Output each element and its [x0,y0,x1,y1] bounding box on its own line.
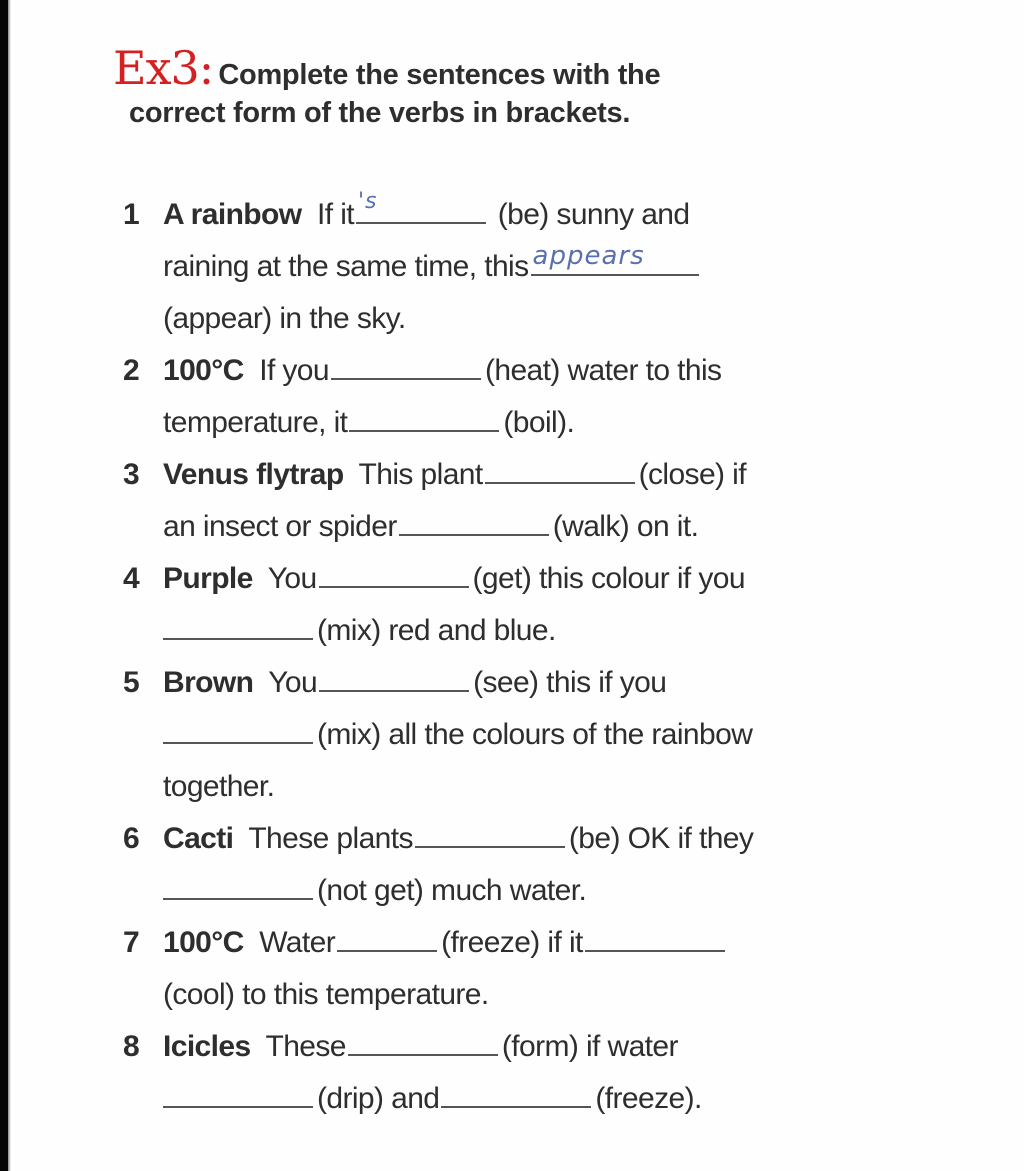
item-topic: 100°C [163,354,244,387]
answer-blank-3b[interactable] [399,508,549,536]
sentence-text: These [265,1030,346,1063]
answer-blank-2a[interactable] [331,352,481,380]
item-topic: Cacti [163,822,234,855]
item-2-line-2 [163,403,574,443]
photo-left-border [0,0,8,1171]
handwritten-answer: appears [532,241,645,271]
item-topic: Venus flytrap [163,458,344,491]
item-number: 5 [123,666,140,699]
sentence-text: (cool) to this temperature. [163,978,489,1011]
item-1-line-3 [163,299,406,339]
sentence-text: temperature, it [163,406,348,439]
sentence-text: (not get) much water. [317,874,587,907]
item-number: 2 [123,354,140,387]
item-number: 8 [123,1030,140,1063]
sentence-text: (walk) on it. [552,510,699,543]
item-6-line-2 [163,871,586,911]
sentence-text: raining at the same time, this [163,250,529,283]
item-4-line-1 [123,559,745,599]
exercise-header [113,41,873,129]
sentence-text: If it [316,198,354,231]
answer-blank-7b[interactable] [585,924,725,952]
sentence-text: (freeze). [595,1082,702,1115]
item-number: 7 [123,926,140,959]
item-topic: 100°C [163,926,244,959]
item-number: 4 [123,562,140,595]
sentence-text: an insect or spider [163,510,397,543]
handwritten-answer: 's [358,189,378,214]
worksheet-page [11,0,1024,1171]
answer-blank-4a[interactable] [319,560,469,588]
item-1-line-2 [163,241,703,287]
item-3-line-2 [163,507,698,547]
answer-blank-4b[interactable] [163,612,313,640]
sentence-text: (boil). [503,406,575,439]
sentence-text: (freeze) if it [441,926,583,959]
sentence-text: You [267,562,317,595]
item-number: 1 [123,198,140,231]
item-2-line-1 [123,351,721,391]
sentence-text: (close) if [638,458,746,491]
item-8-line-2 [163,1079,702,1119]
item-5-line-1 [123,663,666,703]
sentence-text: together. [163,770,275,803]
exercise-label: Ex3: [113,41,214,95]
sentence-text: (see) this if you [473,666,667,699]
answer-blank-6b[interactable] [163,872,313,900]
answer-blank-5b[interactable] [163,716,313,744]
item-topic: A rainbow [163,198,302,231]
sentence-text: (mix) red and blue. [317,614,556,647]
sentence-text: (appear) in the sky. [163,302,406,335]
sentence-text: (drip) and [317,1082,440,1115]
item-4-line-2 [163,611,556,651]
answer-blank-6a[interactable] [415,820,565,848]
sentence-text: (be) sunny and [497,198,690,231]
answer-blank-8a[interactable] [348,1028,498,1056]
item-topic: Purple [163,562,253,595]
sentence-text: (be) OK if they [568,822,754,855]
item-3-line-1 [123,455,746,495]
item-number: 6 [123,822,140,855]
item-6-line-1 [123,819,753,859]
sentence-text: This plant [358,458,483,491]
item-5-line-3 [163,767,274,807]
answer-blank-2b[interactable] [349,404,499,432]
sentence-text: You [268,666,318,699]
sentence-text: (heat) water to this [484,354,722,387]
answer-blank-7a[interactable] [337,924,437,952]
item-7-line-2 [163,975,489,1015]
sentence-text: (get) this colour if you [472,562,745,595]
item-topic: Icicles [163,1030,251,1063]
answer-blank-5a[interactable] [319,664,469,692]
item-8-line-1 [123,1027,678,1067]
sentence-text: (mix) all the colours of the rainbow [317,718,753,751]
item-5-line-2 [163,715,752,755]
answer-blank-8c[interactable] [441,1080,591,1108]
instruction-line-2: correct form of the verbs in brackets. [129,97,631,129]
sentence-text: (form) if water [501,1030,678,1063]
answer-blank-8b[interactable] [163,1080,313,1108]
item-7-line-1 [123,923,729,963]
answer-blank-1a[interactable] [356,189,486,224]
item-number: 3 [123,458,140,491]
instruction-line-1: Complete the sentences with the [218,59,661,91]
item-topic: Brown [163,666,254,699]
sentence-text: Water [259,926,336,959]
sentence-text: These plants [248,822,413,855]
answer-blank-1b[interactable] [531,241,699,276]
item-1-line-1 [123,189,690,235]
answer-blank-3a[interactable] [485,456,635,484]
sentence-text: If you [259,354,329,387]
